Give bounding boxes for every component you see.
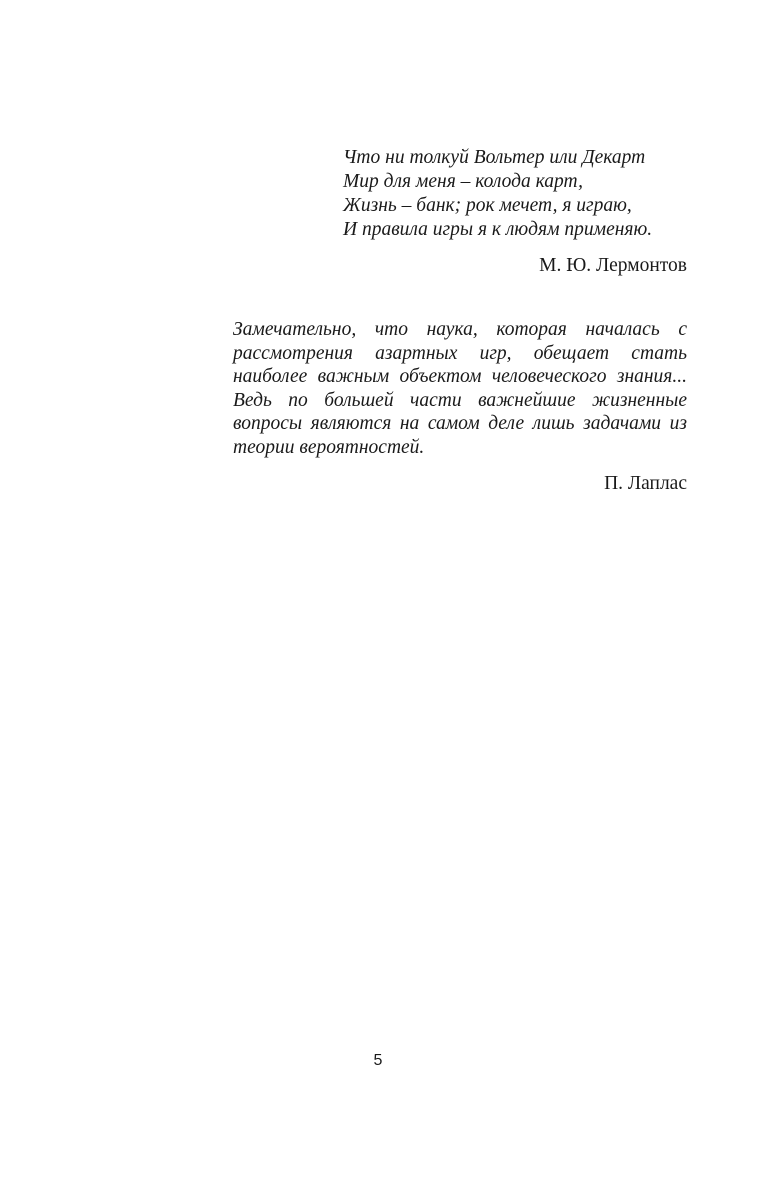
epigraph-line: теории вероятностей. [233,436,425,458]
epigraph-line: Что ни толкуй Вольтер или Декарт [343,147,646,168]
epigraph-line: наиболее важным объектом человеческого знания... [233,366,687,388]
epigraph-line: Ведь по большей части важнейшие жизненные [233,389,687,411]
epigraph-line: Замечательно, что наука, которая началась с [233,319,687,340]
epigraph-line: Мир для меня – колода карт, [343,171,583,192]
page-number: 5 [373,1052,383,1069]
epigraph-author-lermontov: М. Ю. Лермонтов [539,255,687,276]
laplace-epigraph [233,318,687,460]
epigraph-author-laplace: П. Лаплас [604,473,687,494]
epigraph-line: Жизнь – банк; рок мечет, я играю, [343,195,632,216]
epigraph-line: рассмотрения азартных игр, обещает стать [233,342,687,364]
epigraph-line: И правила игры я к людям применяю. [343,219,653,240]
epigraph-line: вопросы являются на самом деле лишь задачами из [233,413,687,435]
lermontov-epigraph [343,146,688,242]
